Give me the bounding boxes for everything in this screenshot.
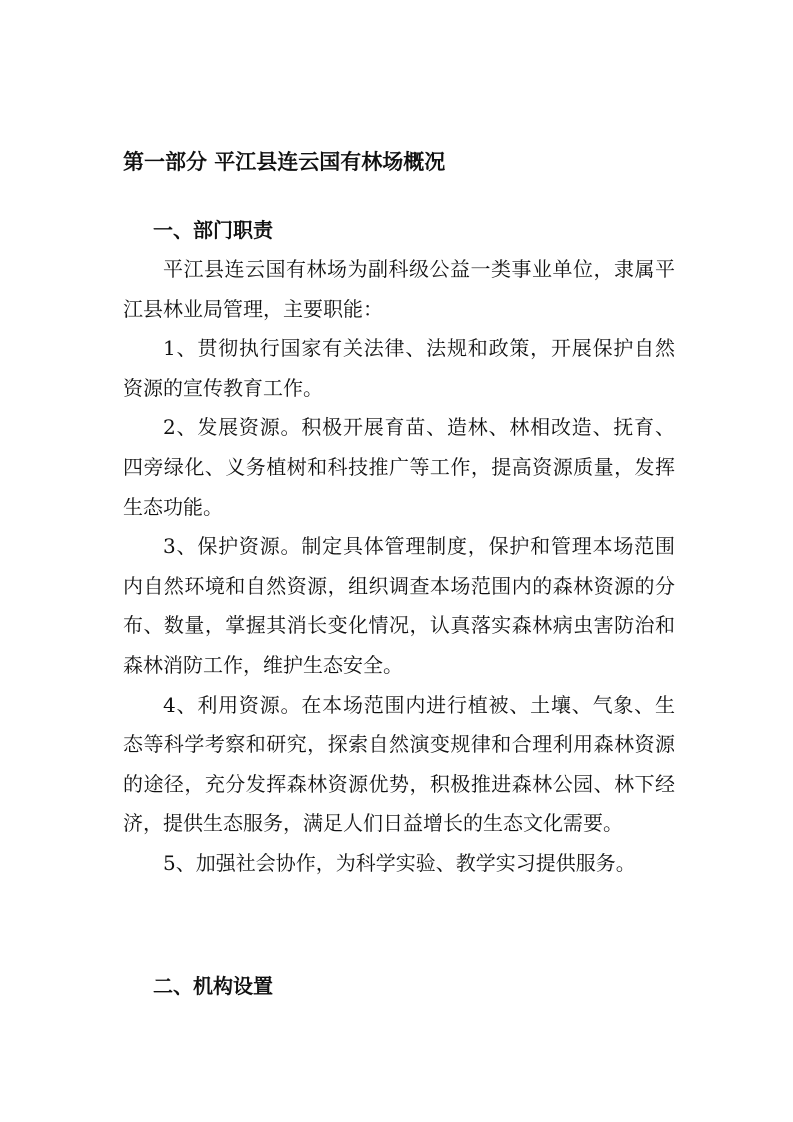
page-title: 第一部分 平江县连云国有林场概况: [123, 150, 446, 174]
paragraph-intro: 平江县连云国有林场为副科级公益一类事业单位，隶属平江县林业局管理，主要职能：: [123, 257, 675, 321]
section-heading-duties: 一、部门职责: [153, 218, 273, 242]
paragraph-duty-3: 3、保护资源。制定具体管理制度，保护和管理本场范围内自然环境和自然资源，组织调查本场范围内的森林资源的分布、数量，掌握其消长变化情况，认真落实森林病虫害防治和森林消防工作，维护生态安全。: [123, 534, 675, 677]
paragraph-duty-4: 4、利用资源。在本场范围内进行植被、土壤、气象、生态等科学考察和研究，探索自然演变规律和合理利用森林资源的途径，充分发挥森林资源优势，积极推进森林公园、林下经济，提供生态服务，满足人们日益增长的生态文化需要。: [123, 692, 675, 836]
paragraph-duty-5: 5、加强社会协作，为科学实验、教学实习提供服务。: [163, 850, 636, 875]
section-heading-organization: 二、机构设置: [153, 974, 273, 998]
paragraph-duty-1: 1、贯彻执行国家有关法律、法规和政策，开展保护自然资源的宣传教育工作。: [123, 336, 675, 400]
duties-body: [123, 250, 675, 884]
paragraph-duty-2: 2、发展资源。积极开展育苗、造林、林相改造、抚育、四旁绿化、义务植树和科技推广等工作，提高资源质量，发挥生态功能。: [123, 415, 675, 519]
